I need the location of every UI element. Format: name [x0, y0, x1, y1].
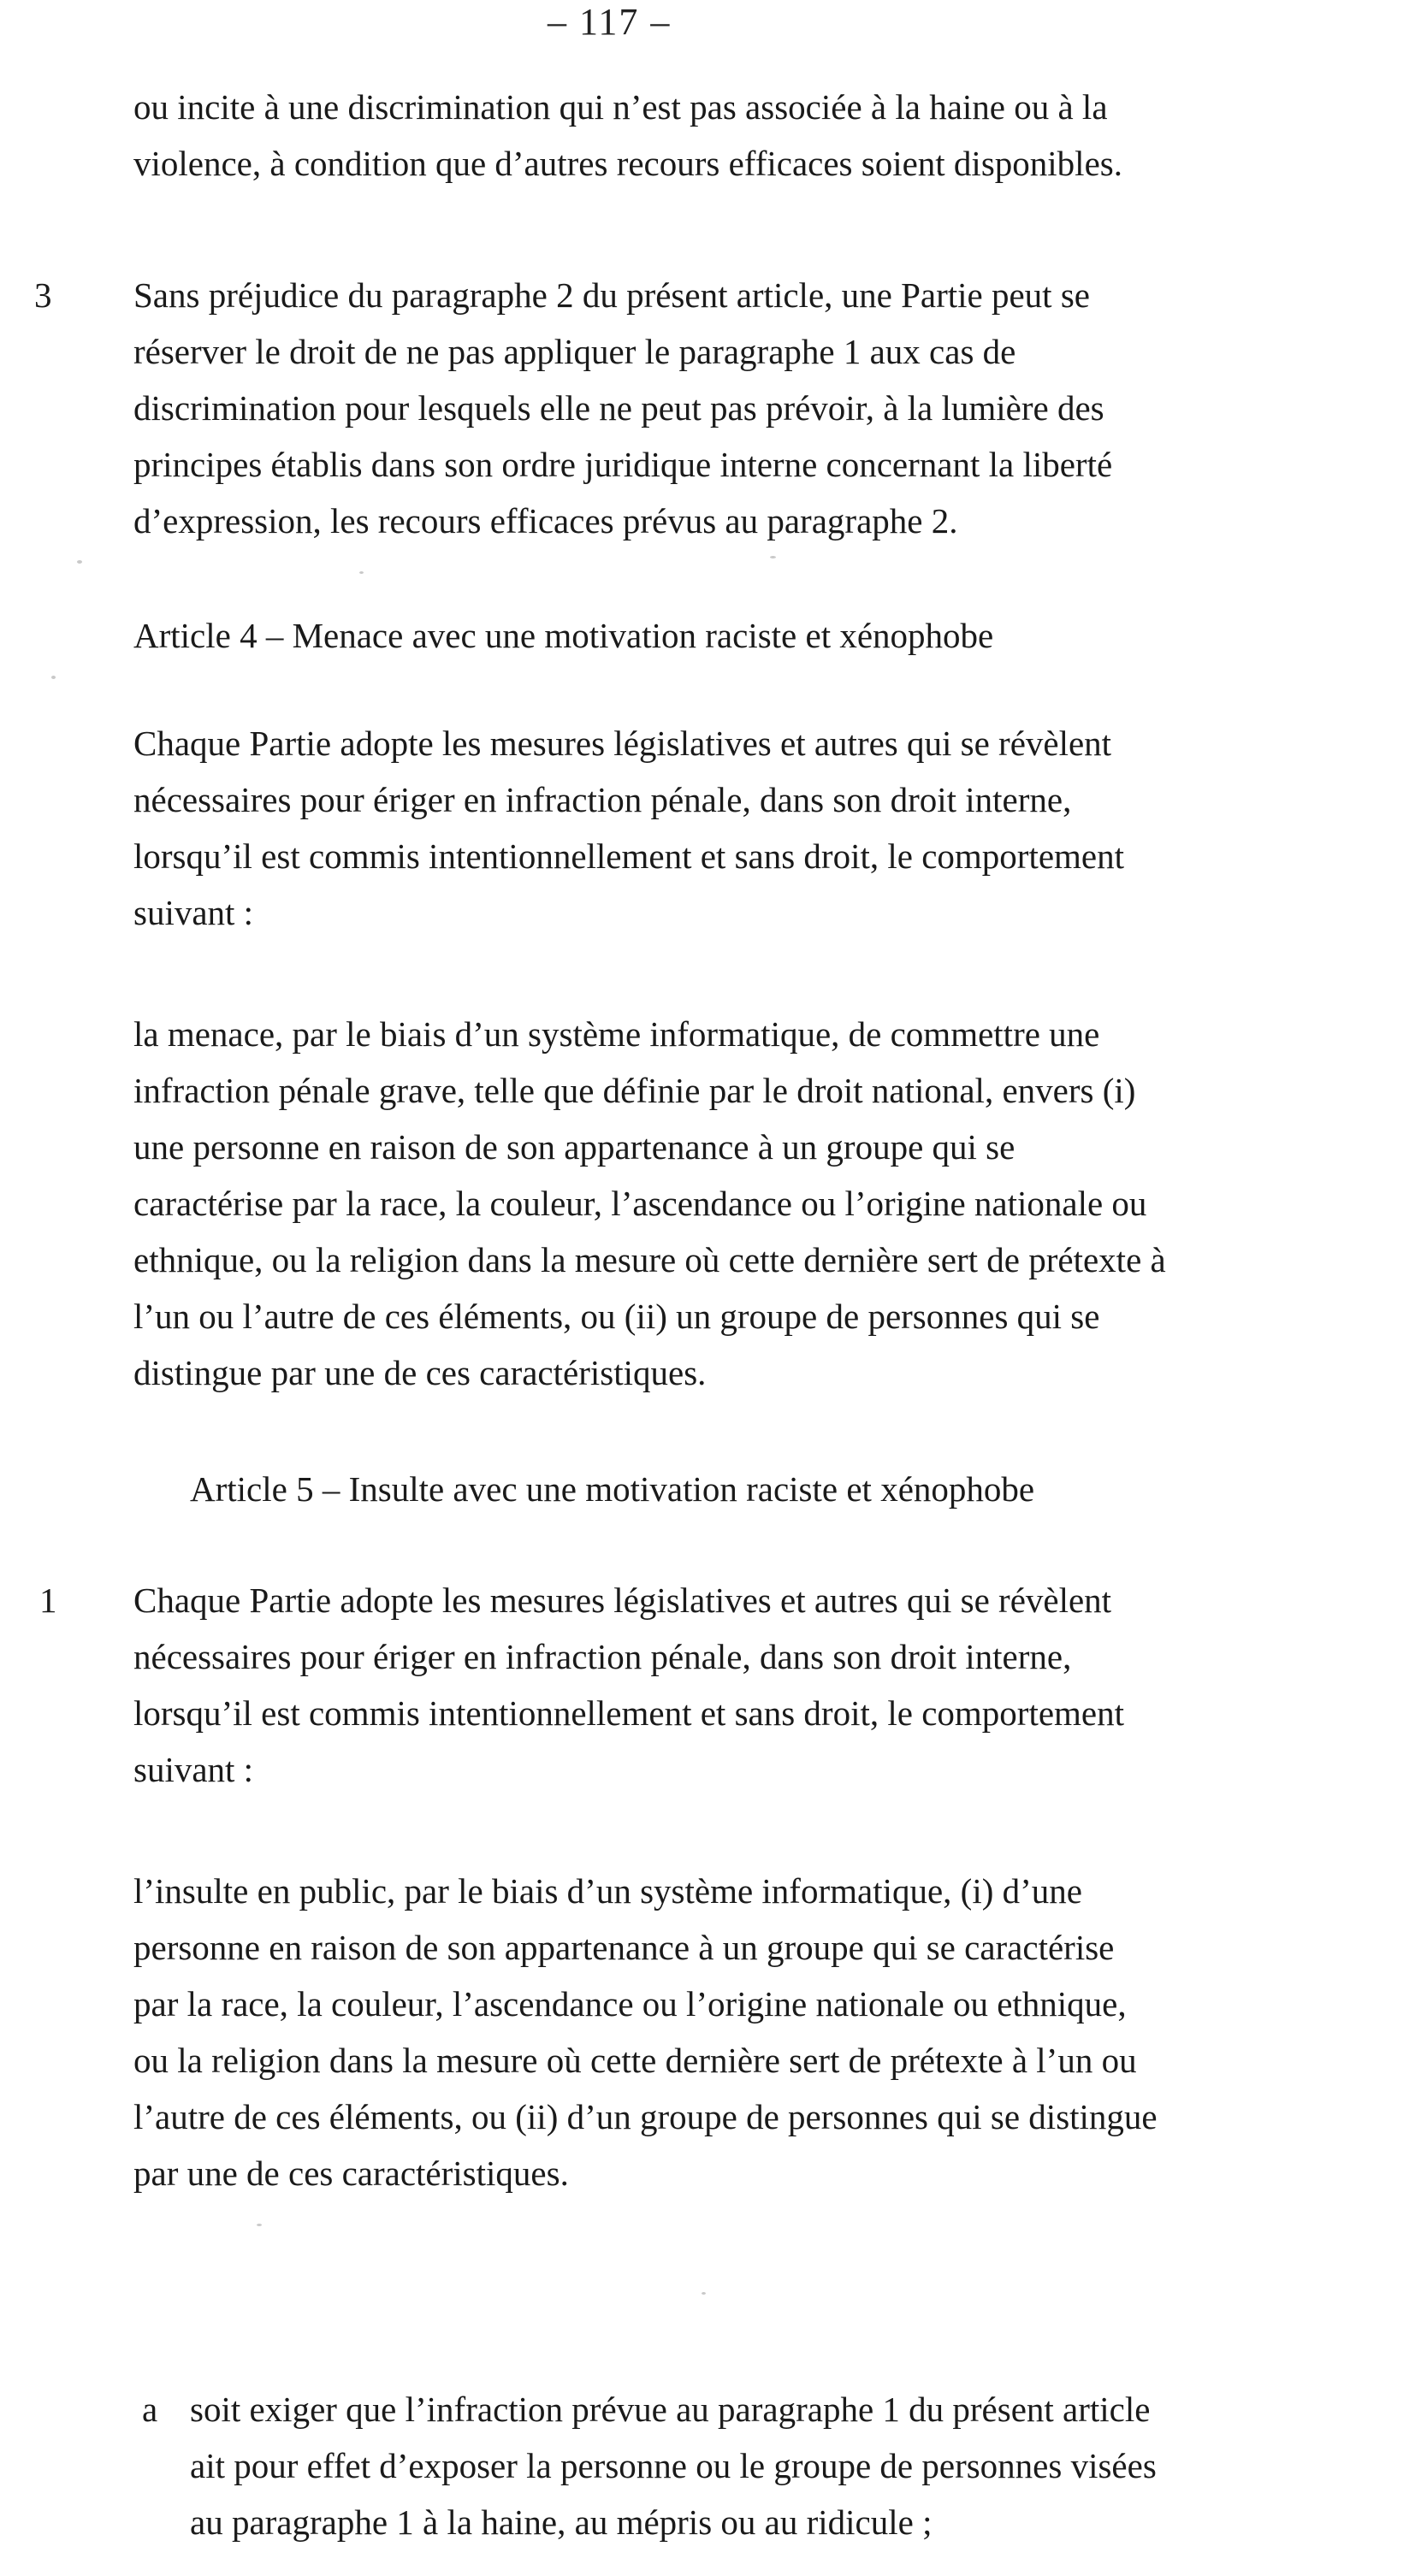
- paragraph-number: 3: [34, 275, 52, 315]
- text-line: ethnique, ou la religion dans la mesure où cette dernière sert de prétexte à: [133, 1240, 1166, 1279]
- text-line: par une de ces caractéristiques.: [133, 2154, 569, 2193]
- scan-noise: [770, 556, 776, 558]
- text-line: l’autre de ces éléments, ou (ii) d’un groupe de personnes qui se distingue: [133, 2097, 1158, 2136]
- article-4-intro: [133, 715, 1383, 941]
- text-line: suivant :: [133, 1750, 254, 1789]
- page-number: – 117 –: [548, 1, 672, 43]
- text-line: ou incite à une discrimination qui n’est pas associée à la haine ou à la: [133, 87, 1108, 127]
- text-line: suivant :: [133, 893, 254, 932]
- text-line: distingue par une de ces caractéristiques.: [133, 1353, 707, 1392]
- article-4-title: Article 4 – Menace avec une motivation raciste et xénophobe: [133, 616, 994, 655]
- text-line: par la race, la couleur, l’ascendance ou l’origine nationale ou ethnique,: [133, 1984, 1127, 2024]
- list-marker: a: [142, 2390, 158, 2429]
- text-line: l’insulte en public, par le biais d’un système informatique, (i) d’une: [133, 1871, 1082, 1911]
- text-line: Chaque Partie adopte les mesures législatives et autres qui se révèlent: [133, 724, 1112, 763]
- text-line: la menace, par le biais d’un système informatique, de commettre une: [133, 1014, 1100, 1054]
- scan-noise: [77, 560, 82, 564]
- scan-noise: [702, 2292, 706, 2295]
- article-5-intro: [133, 1572, 1383, 1798]
- text-line: discrimination pour lesquels elle ne peut pas prévoir, à la lumière des: [133, 388, 1104, 428]
- scan-noise: [359, 571, 364, 574]
- scan-noise: [257, 2224, 262, 2226]
- text-line: d’expression, les recours efficaces prévus au paragraphe 2.: [133, 501, 958, 541]
- text-line: Chaque Partie adopte les mesures législatives et autres qui se révèlent: [133, 1580, 1112, 1620]
- paragraph-number: 1: [39, 1580, 57, 1620]
- text-line: ait pour effet d’exposer la personne ou le groupe de personnes visées: [190, 2446, 1157, 2485]
- text-line: Sans préjudice du paragraphe 2 du présent article, une Partie peut se: [133, 275, 1090, 315]
- text-line: principes établis dans son ordre juridique interne concernant la liberté: [133, 445, 1113, 484]
- text-line: nécessaires pour ériger en infraction pénale, dans son droit interne,: [133, 780, 1072, 819]
- text-line: l’un ou l’autre de ces éléments, ou (ii) un groupe de personnes qui se: [133, 1297, 1100, 1336]
- article-4-body: [133, 1006, 1383, 1401]
- scan-noise: [51, 676, 56, 679]
- text-line: au paragraphe 1 à la haine, au mépris ou au ridicule ;: [190, 2502, 933, 2542]
- article-5-title: Article 5 – Insulte avec une motivation raciste et xénophobe: [190, 1469, 1035, 1509]
- paragraph-3: [133, 267, 1383, 549]
- text-line: lorsqu’il est commis intentionnellement et sans droit, le comportement: [133, 1693, 1125, 1733]
- text-line: ou la religion dans la mesure où cette dernière sert de prétexte à l’un ou: [133, 2041, 1137, 2080]
- article-5-body: [133, 1863, 1383, 2201]
- text-line: une personne en raison de son appartenance à un groupe qui se: [133, 1127, 1015, 1167]
- text-line: personne en raison de son appartenance à un groupe qui se caractérise: [133, 1928, 1115, 1967]
- text-line: réserver le droit de ne pas appliquer le paragraphe 1 aux cas de: [133, 332, 1016, 371]
- text-line: caractérise par la race, la couleur, l’ascendance ou l’origine nationale ou: [133, 1184, 1147, 1223]
- text-line: nécessaires pour ériger en infraction pénale, dans son droit interne,: [133, 1637, 1072, 1676]
- text-line: soit exiger que l’infraction prévue au paragraphe 1 du présent article: [190, 2390, 1151, 2429]
- text-line: infraction pénale grave, telle que définie par le droit national, envers (i): [133, 1071, 1136, 1110]
- continuation-paragraph: [133, 79, 1383, 192]
- text-line: violence, à condition que d’autres recours efficaces soient disponibles.: [133, 144, 1122, 183]
- article-5-item-a: [190, 2381, 1383, 2550]
- text-line: lorsqu’il est commis intentionnellement et sans droit, le comportement: [133, 836, 1125, 876]
